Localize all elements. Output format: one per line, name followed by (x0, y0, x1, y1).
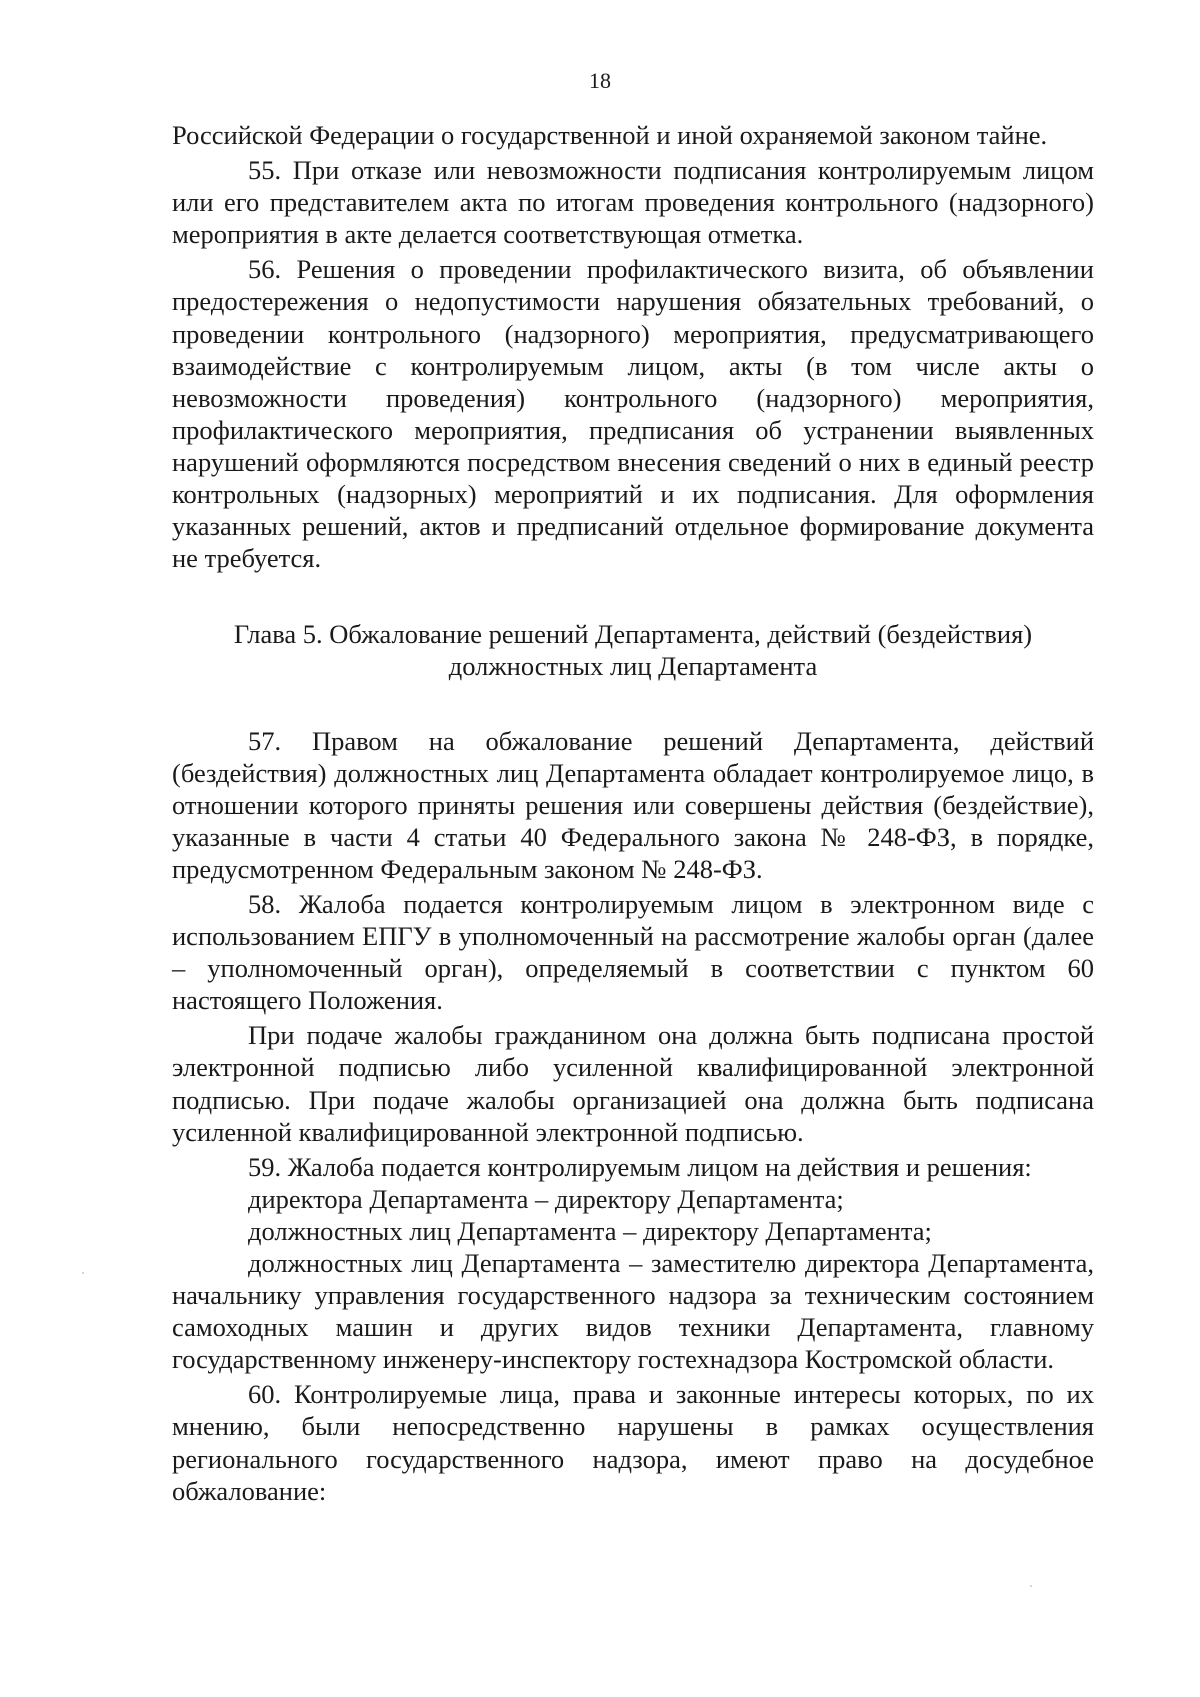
chapter-heading-line-2: должностных лиц Департамента (448, 651, 818, 682)
paragraph-58: 58. Жалоба подается контролируемым лицом в электронном виде с использованием ЕПГУ в уполномоченный на рассмотрение жалобы орган (далее – уполномоченный орган), определяемый в соответствии с пунктом 60 настоящего Положения. (172, 888, 1094, 1016)
document-body (172, 119, 1094, 1507)
paragraph-57: 57. Правом на обжалование решений Департамента, действий (бездействия) должностных лиц Департамента обладает контролируемое лицо, в отношении которого приняты решения или совершены действия (бездействие), указанные в части 4 статьи 40 Федерального закона № 248-ФЗ, в порядке, предусмотренном Федеральным законом № 248-ФЗ. (172, 725, 1094, 884)
page-number: 18 (589, 68, 611, 93)
scan-speck (82, 1272, 84, 1274)
paragraph-59-item-3: должностных лиц Департамента – заместителю директора Департамента, начальнику управления государственного надзора за техническим состоянием самоходных машин и других видов техники Департамента, главному государственному инженеру-инспектору гостехнадзора Костромской области. (172, 1248, 1094, 1375)
paragraph-55: 55. При отказе или невозможности подписания контролируемым лицом или его представителем акта по итогам проведения контрольного (надзорного) мероприятия в акте делается соответствующая отметка. (172, 155, 1094, 250)
paragraph-58-signature: При подаче жалобы гражданином она должна быть подписана простой электронной подписью либо усиленной квалифицированной электронной подписью. При подаче жалобы организацией она должна быть подписана усиленной квалифицированной электронной подписью. (172, 1020, 1094, 1147)
paragraph-continuation: Российской Федерации о государственной и иной охраняемой законом тайне. (172, 120, 1048, 150)
chapter-heading (172, 618, 1094, 682)
chapter-heading-line-1: Глава 5. Обжалование решений Департамента, действий (бездействия) (233, 619, 1033, 650)
scan-speck (1030, 1585, 1032, 1587)
paragraph-59-item-1: директора Департамента – директору Департамента; (248, 1183, 844, 1214)
paragraph-59: 59. Жалоба подается контролируемым лицом на действия и решения: (248, 1151, 1032, 1182)
paragraph-60: 60. Контролируемые лица, права и законные интересы которых, по их мнению, были непосредственно нарушены в рамках осуществления регионального государственного надзора, имеют право на досудебное обжалование: (172, 1379, 1094, 1506)
paragraph-56: 56. Решения о проведении профилактического визита, об объявлении предостережения о недопустимости нарушения обязательных требований, о проведении контрольного (надзорного) мероприятия, предусматривающего взаимодействие с контролируемым лицом, акты (в том числе акты о невозможности проведения) контрольного (надзорного) мероприятия, профилактического мероприятия, предписания об устранении выявленных нарушений оформляются посредством внесения сведений о них в единый реестр контрольных (надзорных) мероприятий и их подписания. Для оформления указанных решений, актов и предписаний отдельное формирование документа не требуется. (172, 254, 1094, 574)
paragraph-59-item-2: должностных лиц Департамента – директору Департамента; (248, 1215, 932, 1246)
